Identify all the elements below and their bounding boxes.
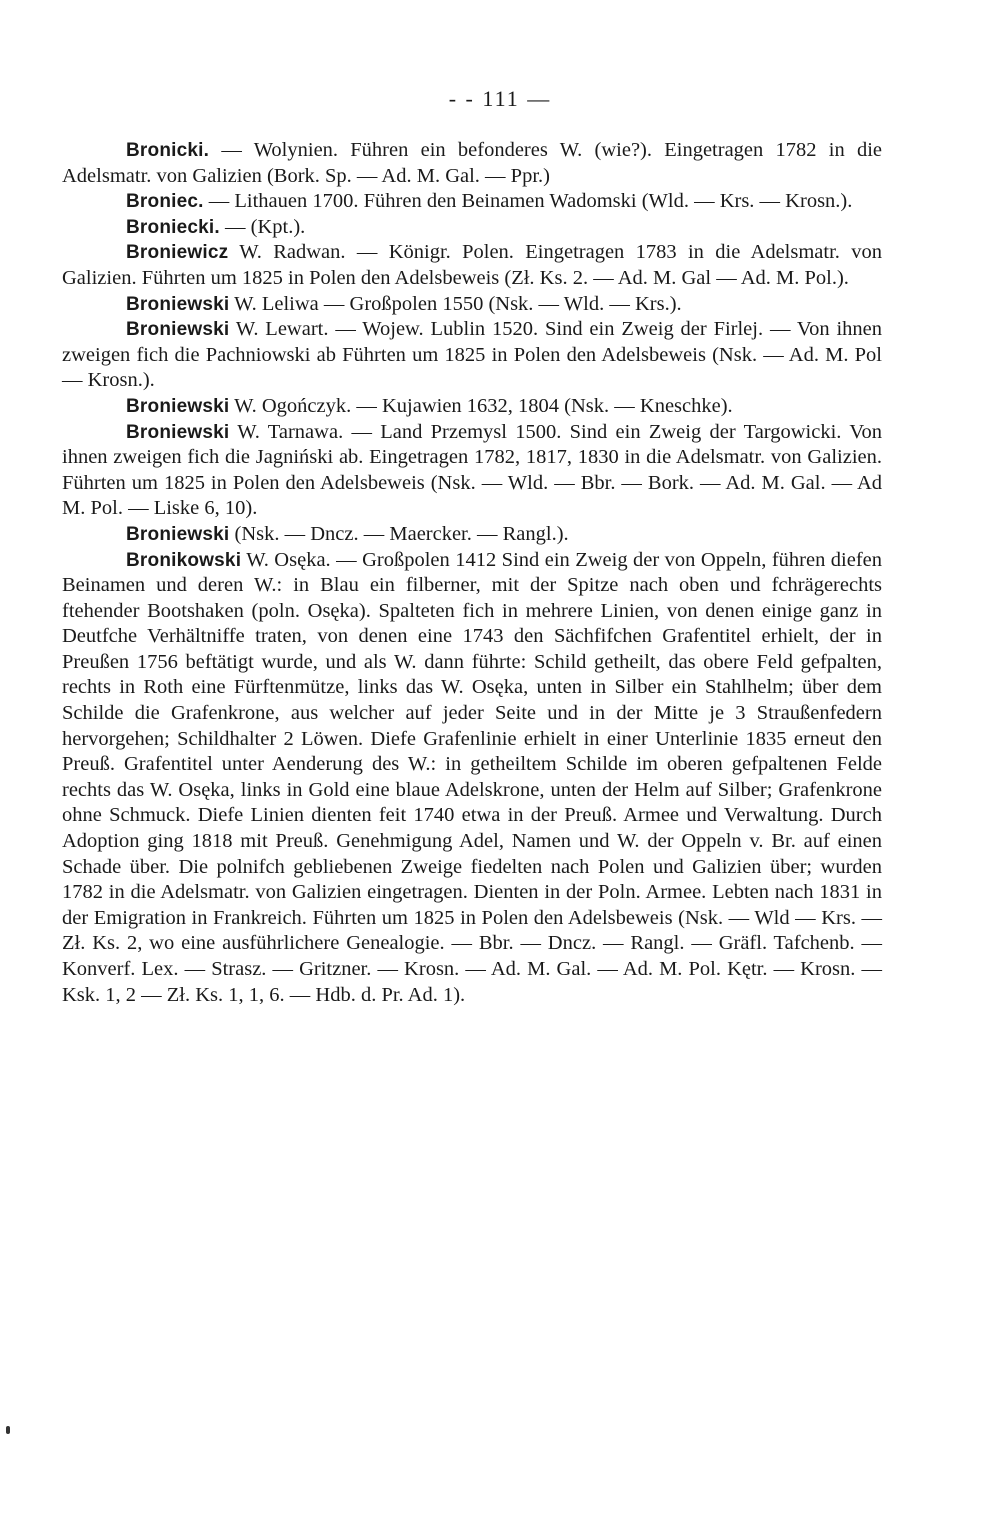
- entry-broniec: [62, 189, 882, 215]
- entry-text: — Lithauen 1700. Führen den Beinamen Wadomski (Wld. — Krs. — Krosn.).: [203, 190, 853, 213]
- entry-text: W. Osęka. — Großpolen 1412 Sind ein Zweig der von Oppeln, führen diefen Beinamen und deren W.: in Blau ein filberner, mit der Spitze nach oben und fchrägerechts ftehender Bootshaken (poln. Osęka). Spalteten fich in mehrere Linien, von denen einige ganz in Deutfche Verhältniffe traten, von denen eine 1743 den Sächfifchen Grafentitel erhielt, der in Preußen 1756 beftätigt wurde, und als W. dann führte: Schild getheilt, das obere Feld gefpalten, rechts in Roth eine Fürftenmütze, links das W. Osęka, unten in Silber ein Stahlhelm; über dem Schilde die Grafenkrone, aus welcher auf jeder Seite und in der Mitte je 3 Straußenfedern hervorgehen; Schildhalter 2 Löwen. Diefe Grafenlinie erhielt in einer Unterlinie 1835 erneut den Preuß. Grafentitel unter Aenderung des W.: in getheiltem Schilde im oberen gefpaltenen Felde rechts das W. Osęka, links in Gold eine blaue Adelskrone, unten der Helm auf Silber; Grafenkrone ohne Schmuck. Diefe Linien dienten feit 1740 etwa in der Preuß. Armee und Verwaltung. Durch Adoption ging 1818 mit Preuß. Genehmigung Adel, Namen und W. der Oppeln v. Br. auf einen Schade über. Die polnifch gebliebenen Zweige fiedelten nach Polen und Galizien über; wurden 1782 in die Adelsmatr. von Galizien eingetragen. Dienten in der Poln. Armee. Lebten nach 1831 in der Emigration in Frankreich. Führten um 1825 in Polen den Adelsbeweis (Nsk. — Wld — Krs. — Zł. Ks. 2, wo eine ausführlichere Genealogie. — Bbr. — Dncz. — Rangl. — Gräfl. Tafchenb. — Konverf. Lex. — Strasz. — Gritzner. — Krosn. — Ad. M. Gal. — Ad. M. Pol. Kętr. — Krosn. — Ksk. 1, 2 — Zł. Ks. 1, 1, 6. — Hdb. d. Pr. Ad. 1).: [62, 548, 882, 1006]
- entry-broniewski-leliwa: [62, 292, 882, 318]
- entry-broniewski-ogonczyk: [62, 394, 882, 420]
- entry-name: Broniewicz: [126, 242, 229, 264]
- entry-broniewski-tarnawa: [62, 420, 882, 522]
- entry-text: — (Kpt.).: [219, 215, 306, 238]
- entry-name: Broniewski: [126, 523, 230, 545]
- entry-text: (Nsk. — Dncz. — Maercker. — Rangl.).: [229, 522, 569, 545]
- entry-name: Bronicki.: [126, 140, 210, 161]
- entry-name: Bronikowski: [126, 549, 242, 571]
- entry-name: Broniewski: [126, 319, 230, 341]
- entry-name: Broniewski: [126, 421, 230, 443]
- entry-text: — Wolynien. Führen ein befonderes W. (wie?). Eingetragen 1782 in die Adelsmatr. von Galizien (Bork. Sp. — Ad. M. Gal. — Ppr.): [62, 139, 882, 187]
- entry-bronikowski: [62, 548, 882, 1009]
- entry-name: Broniec.: [126, 191, 204, 213]
- entry-broniecki: [62, 215, 882, 241]
- entry-broniewicz: [62, 240, 882, 291]
- entry-bronicki: [62, 138, 882, 189]
- entry-text: W. Lewart. — Wojew. Lublin 1520. Sind ein Zweig der Firlej. — Von ihnen zweigen fich die Pachniowski ab Führten um 1825 in Polen den Adelsbeweis (Nsk. — Ad. M. Pol — Krosn.).: [62, 318, 882, 392]
- scan-speck: [6, 1426, 10, 1434]
- page-number: - - 111 —: [448, 86, 552, 111]
- entry-name: Broniewski: [126, 395, 230, 417]
- entry-name: Broniewski: [126, 293, 230, 315]
- entry-broniewski-lewart: [62, 317, 882, 394]
- entry-text: W. Leliwa — Großpolen 1550 (Nsk. — Wld. — Krs.).: [229, 292, 682, 315]
- entry-text: W. Ogończyk. — Kujawien 1632, 1804 (Nsk. — Kneschke).: [229, 394, 733, 417]
- entry-broniewski-nsk: [62, 522, 882, 548]
- text-column: [62, 138, 882, 1008]
- entry-text: W. Tarnawa. — Land Przemysl 1500. Sind ein Zweig der Targowicki. Von ihnen zweigen fich die Jagniński ab. Eingetragen 1782, 1817, 1830 in die Adelsmatr. von Galizien. Führten um 1825 in Polen den Adelsbeweis (Nsk. — Wld. — Bbr. — Bork. — Ad. M. Gal. — Ad M. Pol. — Liske 6, 10).: [62, 420, 882, 520]
- entry-name: Broniecki.: [126, 216, 220, 238]
- entry-text: W. Radwan. — Königr. Polen. Eingetragen 1783 in die Adelsmatr. von Galizien. Führten um 1825 in Polen den Adelsbeweis (Zł. Ks. 2. — Ad. M. Gal — Ad. M. Pol.).: [62, 241, 882, 289]
